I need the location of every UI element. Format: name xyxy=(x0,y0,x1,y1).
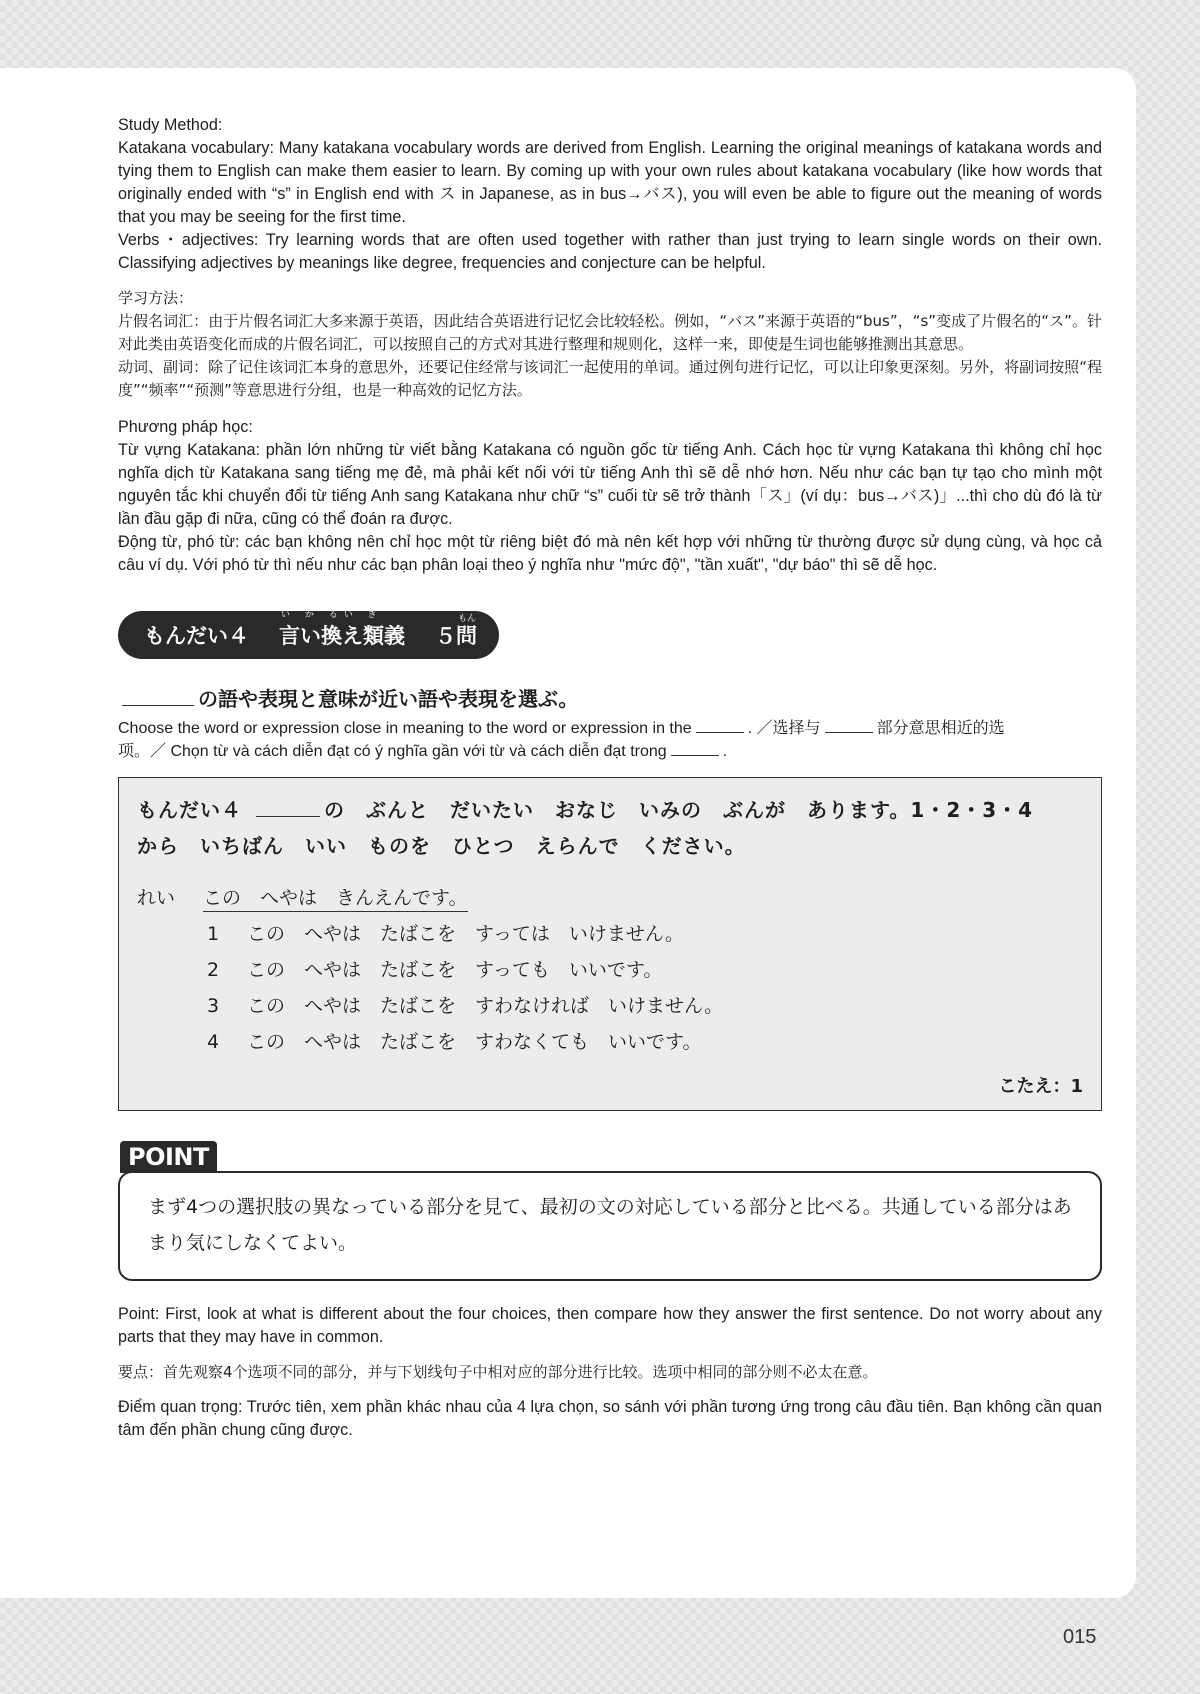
point-box: まず4つの選択肢の異なっている部分を見て、最初の文の対応している部分と比べる。共通している部分はあまり気にしなくてよい。 xyxy=(118,1171,1102,1281)
point-note-en: Point: First, look at what is different about the four choices, then compare how they answer the first sentence. Do not worry about any parts that they may have in common. xyxy=(118,1305,1102,1346)
study-verbs-vn: Động từ, phó từ: các bạn không nên chỉ học một từ riêng biệt đó mà nên kết hợp với những từ thường được sử dụng cùng, và học cả câu ví dụ. Với phó từ thì nếu như các bạn phân loại theo ý nghĩa như "mức độ", "tần xuất", "dự báo" thì sẽ dễ học. xyxy=(118,533,1102,574)
study-katakana-vn: Từ vựng Katakana: phần lớn những từ viết bằng Katakana có nguồn gốc từ tiếng Anh. Cách học từ vựng Katakana thì không chỉ học nghĩa dịch từ Katakana sang tiếng mẹ đẻ, mà phải kết nối với từ tiếng Anh thì sẽ dễ nhớ hơn. Nếu như các bạn tự tạo cho mình một nguyên tắc khi chuyển đổi từ tiếng Anh sang Katakana như chữ “s” cuối từ sẽ trở thành「ス」(ví dụ：bus→バス)」...thì cho dù đó là từ lần đầu gặp đi nữa, cũng có thể đoán ra được. xyxy=(118,441,1102,528)
point-notes xyxy=(118,1303,1102,1442)
section-header-pill xyxy=(118,611,499,659)
section-title-kanji: 言い換え類義 xyxy=(279,624,405,648)
instruction-translations: Choose the word or expression close in meaning to the word or expression in the . ／选择与 部分意思相近的选 项。／ Chọn từ và cách diễn đạt có ý nghĩa gần với từ và cách diễn đạt trong . xyxy=(118,720,1005,760)
rei-sentence: この へやは きんえんです。 xyxy=(203,887,467,912)
instruction-jp: の語や表現と意味が近い語や表現を選ぶ。 xyxy=(118,685,1102,713)
page-sheet xyxy=(0,68,1136,1598)
choice-item: 2 この へやは たばこを すっても いいです。 xyxy=(207,959,663,981)
page-number: 015 xyxy=(1063,1626,1097,1648)
example-question xyxy=(137,880,1083,916)
underline-blank xyxy=(671,743,719,756)
section-label: もんだい４ xyxy=(144,624,249,648)
section-count: ５ もん 問 xyxy=(435,620,477,650)
example-box xyxy=(118,777,1102,1111)
underline-blank xyxy=(256,796,320,817)
section-furigana: い か るい ぎ xyxy=(281,610,383,620)
study-method-heading-vn: Phương pháp học: xyxy=(118,418,253,436)
study-method-heading-en: Study Method: xyxy=(118,116,223,134)
study-verbs-en: Verbs・adjectives: Try learning words that are often used together with rather than just trying to learn single words on their own. Classifying adjectives by meanings like degree, frequencies and conjecture can be helpful. xyxy=(118,231,1102,272)
section-count-furigana: もん xyxy=(458,614,477,624)
choice-item: 1 この へやは たばこを すっては いけません。 xyxy=(207,923,685,945)
section-title xyxy=(279,610,405,650)
study-katakana-en: Katakana vocabulary: Many katakana vocabulary words are derived from English. Learning the original meanings of katakana words and tying them to English can make them easier to learn. By coming up with your own rules about katakana vocabulary (like how words that originally ended with “s” in English end with ス in Japanese, as in bus→バス), you will even be able to figure out the meaning of words that you may be seeing for the first time. xyxy=(118,139,1102,226)
point-tag: POINT xyxy=(120,1141,217,1173)
page-content xyxy=(118,114,1102,1442)
underline-blank xyxy=(825,720,873,733)
study-method-heading-cn: 学习方法： xyxy=(118,289,194,307)
underline-blank xyxy=(122,689,194,706)
choice-item: 4 この へやは たばこを すわなくても いいです。 xyxy=(207,1031,702,1053)
study-verbs-cn: 动词、副词：除了记住该词汇本身的意思外，还要记住经常与该词汇一起使用的单词。通过例句进行记忆，可以让印象更深刻。另外，将副词按照“程度”“频率”“预测”等意思进行分组，也是一种高效的记忆方法。 xyxy=(118,358,1102,399)
example-header: もんだい４ の ぶんと だいたい おなじ いみの ぶんが あります。1・2・3・4 から いちばん いい ものを ひとつ えらんで ください。 xyxy=(137,798,1034,858)
choice-item: 3 この へやは たばこを すわなければ いけません。 xyxy=(207,995,724,1017)
point-note-vn: Điểm quan trọng: Trước tiên, xem phần khác nhau của 4 lựa chọn, so sánh với phần tương ứng trong câu đầu tiên. Bạn không cần quan tâm đến phần chung cũng được. xyxy=(118,1398,1102,1439)
point-note-cn: 要点：首先观察4个选项不同的部分，并与下划线句子中相对应的部分进行比较。选项中相同的部分则不必太在意。 xyxy=(118,1363,878,1381)
answer-label: こたえ：1 xyxy=(998,1076,1083,1097)
rei-label: れい xyxy=(137,887,176,909)
point-section xyxy=(118,1141,1102,1281)
study-katakana-cn: 片假名词汇：由于片假名词汇大多来源于英语，因此结合英语进行记忆会比较轻松。例如，“バス”来源于英语的“bus”，“s”变成了片假名的“ス”。针对此类由英语变化而成的片假名词汇，可以按照自己的方式对其进行整理和规则化，这样一来，即使是生词也能够推测出其意思。 xyxy=(118,312,1102,353)
underline-blank xyxy=(696,720,744,733)
